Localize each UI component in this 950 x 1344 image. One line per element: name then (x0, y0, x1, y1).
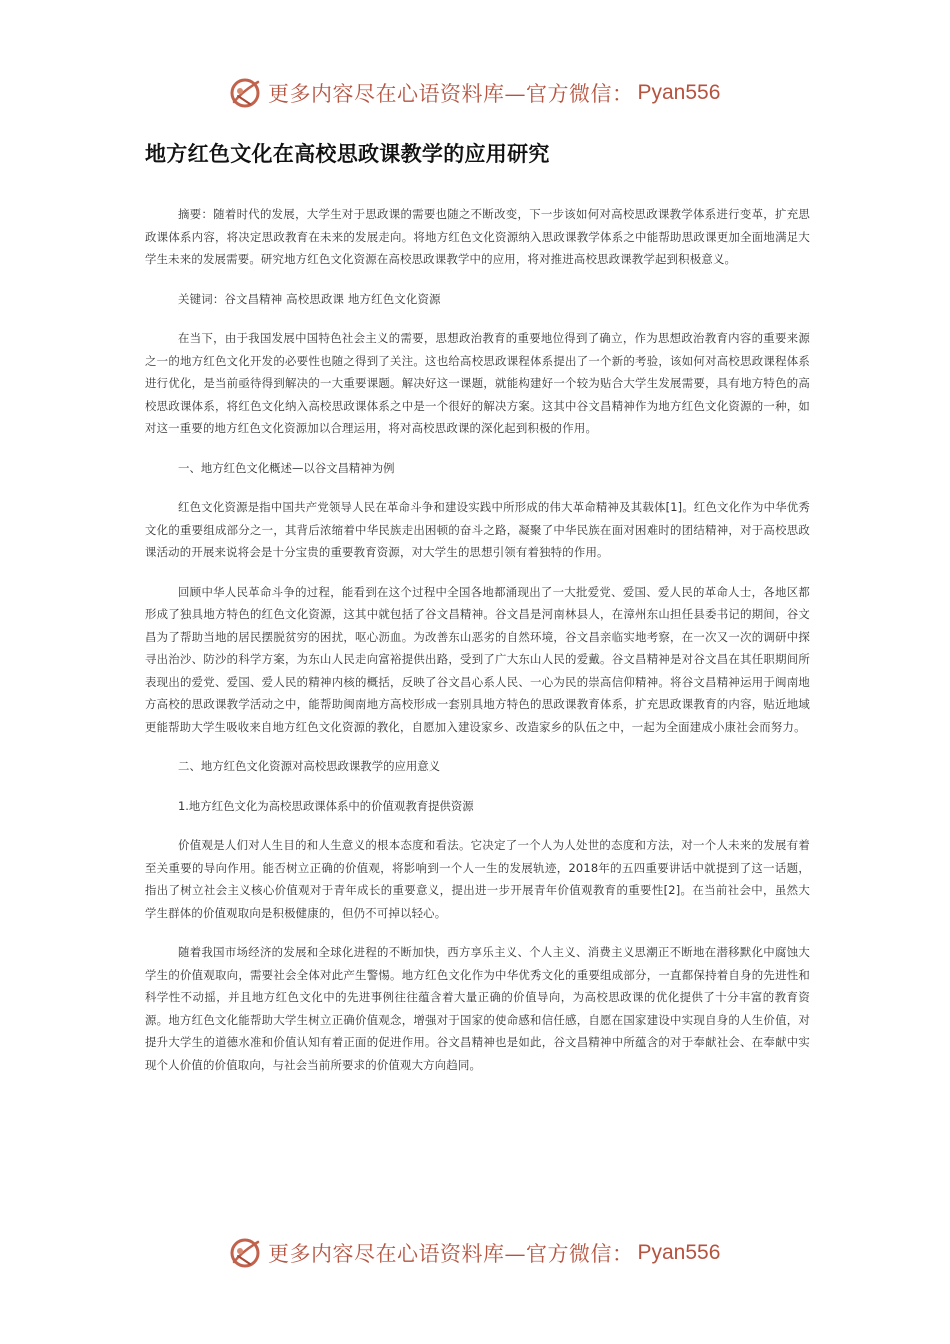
banner-text: 更多内容尽在心语资料库—官方微信： (268, 1242, 634, 1266)
brand-logo-icon (228, 76, 262, 110)
footer-banner (228, 1233, 720, 1273)
section-2-paragraph-1: 价值观是人们对人生目的和人生意义的根本态度和看法。它决定了一个人为人处世的态度和方法，对一个人未来的发展有着至关重要的导向作用。能否树立正确的价值观，将影响到一个人一生的发展轨迹，2018年的五四重要讲话中就提到了这一话题，指出了树立社会主义核心价值观对于青年成长的重要意义，提出进一步开展青年价值观教育的重要性[2]。在当前社会中，虽然大学生群体的价值观取向是积极健康的，但仍不可掉以轻心。 (145, 838, 810, 920)
section-1-paragraph-2: 回顾中华人民革命斗争的过程，能看到在这个过程中全国各地都涌现出了一大批爱党、爱国、爱人民的革命人士，各地区都形成了独具地方特色的红色文化资源，这其中就包括了谷文昌精神。谷文昌是河南林县人，在漳州东山担任县委书记的期间，谷文昌为了帮助当地的居民摆脱贫穷的困扰，呕心沥血。为改善东山恶劣的自然环境，谷文昌亲临实地考察，在一次又一次的调研中探寻出治沙、防沙的科学方案，为东山人民走向富裕提供出路，受到了广大东山人民的爱戴。谷文昌精神是对谷文昌在其任职期间所表现出的爱党、爱国、爱人民的精神内核的概括，反映了谷文昌心系人民、一心为民的崇高信仰精神。将谷文昌精神运用于闽南地方高校的思政课教学活动之中，能帮助闽南地方高校形成一套别具地方特色的思政课教育体系，扩充思政课教育的内容，贴近地域更能帮助大学生吸收来自地方红色文化资源的教化，自愿加入建设家乡、改造家乡的队伍之中，一起为全面建成小康社会而努力。 (145, 584, 810, 734)
brand-logo-icon (228, 1236, 262, 1270)
intro-paragraph: 在当下，由于我国发展中国特色社会主义的需要，思想政治教育的重要地位得到了确立，作为思想政治教育内容的重要来源之一的地方红色文化开发的必要性也随之得到了关注。这也给高校思政课程体系提出了一个新的考验，该如何对高校思政课程体系进行优化，是当前亟待得到解决的一大重要课题。解决好这一课题，就能构建好一个较为贴合大学生发展需要，具有地方特色的高校思政课体系，将红色文化纳入高校思政课体系之中是一个很好的解决方案。这其中谷文昌精神作为地方红色文化资源的一种，如对这一重要的地方红色文化资源加以合理运用，将对高校思政课的深化起到积极的作用。 (145, 331, 810, 435)
banner-wechat-id: Pyan556 (637, 81, 721, 104)
section-2-paragraph-2: 随着我国市场经济的发展和全球化进程的不断加快，西方享乐主义、个人主义、消费主义思潮正不断地在潜移默化中腐蚀大学生的价值观取向，需要社会全体对此产生警惕。地方红色文化作为中华优秀文化的重要组成部分，一直都保持着自身的先进性和科学性不动摇，并且地方红色文化中的先进事例往往蕴含着大量正确的价值导向，为高校思政课的优化提供了十分丰富的教育资源。地方红色文化能帮助大学生树立正确价值观念，增强对于国家的使命感和信任感，自愿在国家建设中实现自身的人生价值，对提升大学生的道德水准和价值认知有着正面的促进作用。谷文昌精神也是如此，谷文昌精神中所蕴含的对于奉献社会、在奉献中实现个人价值的价值取向，与社会当前所要求的价值观大方向趋同。 (145, 945, 810, 1072)
keywords: 关键词：谷文昌精神 高校思政课 地方红色文化资源 (178, 291, 441, 306)
page-title: 地方红色文化在高校思政课教学的应用研究 (145, 142, 550, 166)
section-1-heading: 一、地方红色文化概述—以谷文昌精神为例 (178, 460, 395, 475)
section-2-subheading-1: 1.地方红色文化为高校思政课体系中的价值观教育提供资源 (178, 798, 474, 813)
section-2-heading: 二、地方红色文化资源对高校思政课教学的应用意义 (178, 759, 441, 773)
banner-wechat-id: Pyan556 (637, 1241, 721, 1264)
banner-text: 更多内容尽在心语资料库—官方微信： (268, 82, 634, 106)
section-1-paragraph-1: 红色文化资源是指中国共产党领导人民在革命斗争和建设实践中所形成的伟大革命精神及其载体[1]。红色文化作为中华优秀文化的重要组成部分之一，其背后浓缩着中华民族走出困顿的奋斗之路，凝聚了中华民族在面对困难时的团结精神，对于高校思政课活动的开展来说将会是十分宝贵的重要教育资源，对大学生的思想引领有着独特的作用。 (145, 500, 810, 559)
header-banner (228, 73, 720, 113)
document-body (145, 203, 810, 1093)
abstract: 摘要：随着时代的发展，大学生对于思政课的需要也随之不断改变，下一步该如何对高校思政课教学体系进行变革，扩充思政课体系内容，将决定思政教育在未来的发展走向。将地方红色文化资源纳入思政课教学体系之中能帮助思政课更加全面地满足大学生未来的发展需要。研究地方红色文化资源在高校思政课教学中的应用，将对推进高校思政课教学起到积极意义。 (145, 207, 810, 266)
